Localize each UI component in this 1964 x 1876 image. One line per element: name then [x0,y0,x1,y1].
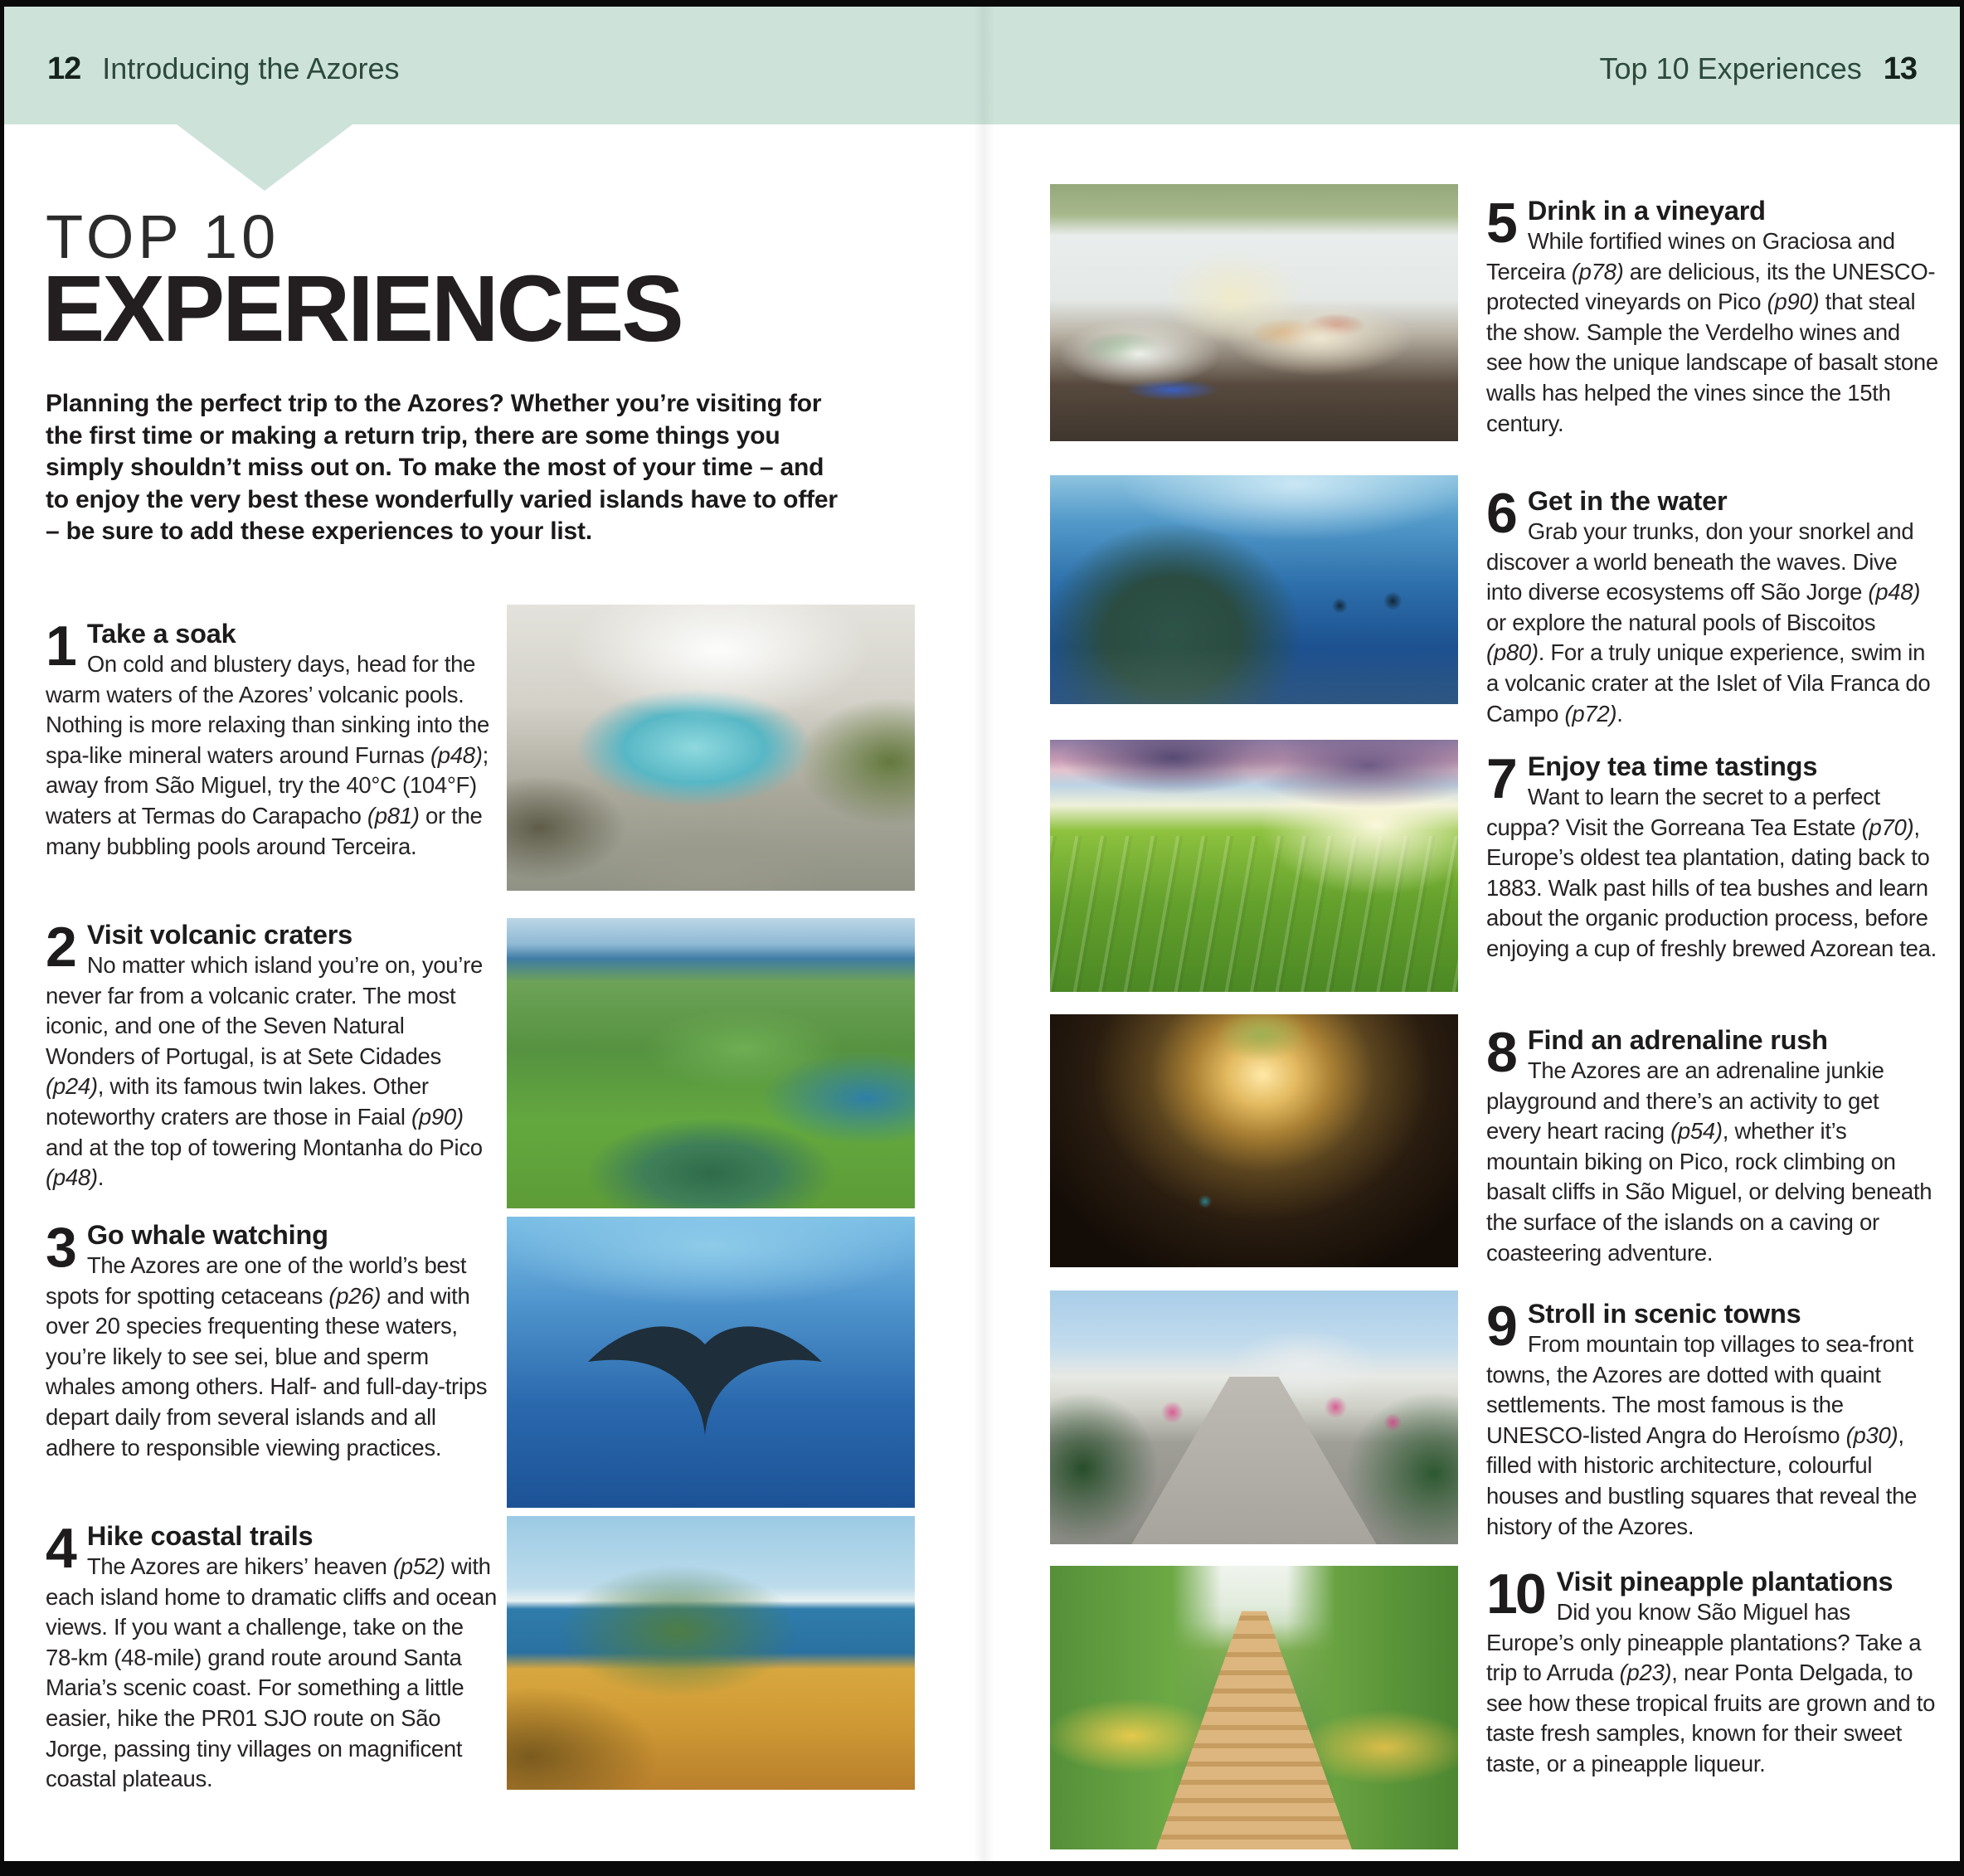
item-title: Go whale watching [86,1220,328,1250]
section-title-left: Introducing the Azores [102,51,400,85]
photo-sete-cidades-craters [507,918,915,1208]
item-title: Visit pineapple plantations [1556,1567,1894,1597]
item-body: Want to learn the secret to a perfect cuppa? Visit the Gorreana Tea Estate (p70), Europe’s oldest tea plantation, dating back to 1883. Walk past hills of tea bushes and learn about the organic production process, before enjoying a cup of freshly brewed Azorean tea. [1486,784,1937,961]
item-title: Get in the water [1527,486,1728,516]
item-body: Grab your trunks, don your snorkel and discover a world beneath the waves. Dive into diverse ecosystems off São Jorge (p48) or explore the natural pools of Biscoitos (p80). For a truly unique experience, swim in a volcanic crater at the Islet of Vila Franca do Campo (p72). [1486,518,1931,727]
item-number: 6 [1486,482,1515,545]
item-title: Find an adrenaline rush [1527,1025,1828,1055]
item-number: 10 [1486,1563,1544,1626]
photo-whale-tail [507,1217,915,1508]
item-title: Take a soak [86,619,236,649]
experience-item-9 [1486,1295,1938,1542]
folio-right [1600,51,1917,86]
experience-item-6 [1486,482,1938,729]
item-number: 4 [46,1517,75,1580]
photo-scenic-town-street [1050,1290,1458,1544]
item-number: 1 [46,615,75,678]
photo-hot-spring-pool [507,605,915,891]
item-body: While fortified wines on Graciosa and Terceira (p78) are delicious, its the UNESCO-protected vineyards on Pico (p90) that steal the show. Sample the Verdelho wines and see how the unique landscape of basalt stone walls has helped the vines since the 15th century. [1486,228,1938,436]
photo-vineyard-meal [1050,184,1458,441]
folio-left [47,51,400,86]
item-number: 8 [1486,1021,1515,1084]
item-number: 7 [1486,747,1515,810]
photo-coastal-trail [507,1516,915,1790]
whale-fluke-shape [581,1292,829,1441]
item-title: Drink in a vineyard [1527,196,1766,226]
experience-item-3 [46,1216,498,1463]
item-number: 5 [1486,192,1515,255]
photo-tea-plantation [1050,740,1458,992]
photo-pineapple-greenhouse [1050,1566,1458,1849]
item-number: 9 [1486,1295,1515,1358]
item-title: Enjoy tea time tastings [1527,751,1818,781]
experience-item-5 [1486,192,1938,439]
page-spread [4,7,1960,1861]
experience-item-7 [1486,747,1938,965]
item-body: No matter which island you’re on, you’re never far from a volcanic crater. The most iconic, and one of the Seven Natural Wonders of Portugal, is at Sete Cidades (p24), with its famous twin lakes. Other noteworthy craters are those in Faial (p90) and at the top of towering Montanha do Pico (p48). [46,952,483,1191]
item-number: 2 [46,916,75,979]
item-body: The Azores are an adrenaline junkie playground and there’s an activity to get every heart racing (p54), whether it’s mountain biking on Pico, rock climbing on basalt cliffs in São Miguel, or delving beneath the surface of the islands on a caving or coasteering adventure. [1486,1057,1932,1266]
intro-paragraph: Planning the perfect trip to the Azores? Whether you’re visiting for the first time or making a return trip, there are some things you simply shouldn’t miss out on. To make the most of your time – and to enjoy the very best these wonderfully varied islands have to offer – be sure to add these experiences to your list. [46,390,838,546]
photo-cave-adventure [1050,1014,1458,1267]
item-title: Hike coastal trails [86,1521,314,1551]
page-number-right: 13 [1883,51,1917,86]
item-body: On cold and blustery days, head for the warm waters of the Azores’ volcanic pools. Nothing is more relaxing than sinking into the spa-like mineral waters around Furnas (p48); away from São Miguel, try the 40°C (104°F) waters at Termas do Carapacho (p81) or the many bubbling pools around Terceira. [46,651,489,859]
experience-item-8 [1486,1021,1938,1268]
page-number-left: 12 [47,51,81,86]
item-body: From mountain top villages to sea-front towns, the Azores are dotted with quaint settlements. The most famous is the UNESCO-listed Angra do Heroísmo (p30), filled with historic architecture, colourful houses and bustling squares that reveal the history of the Azores. [1486,1331,1918,1539]
page-fold-shadow [973,7,994,1861]
header-band-notch [177,124,352,191]
page-title: EXPERIENCES [42,256,682,361]
item-body: The Azores are hikers’ heaven (p52) with each island home to dramatic cliffs and ocean views. If you want a challenge, take on the 78-km (48-mile) grand route around Santa Maria’s scenic coast. For something a little easier, hike the PR01 SJO route on São Jorge, passing tiny villages on magnificent coastal plateaus. [46,1553,497,1792]
section-title-right: Top 10 Experiences [1599,51,1862,85]
item-title: Stroll in scenic towns [1527,1299,1801,1329]
item-body: The Azores are one of the world’s best spots for spotting cetaceans (p26) and with over 20 species frequenting these waters, you’re likely to see sei, blue and sperm whales among others. Half- and full-day-trips depart daily from several islands and all adhere to responsible viewing practices. [46,1252,488,1460]
photo-divers-underwater [1050,475,1458,704]
item-title: Visit volcanic craters [86,920,353,950]
experience-item-1 [46,615,498,862]
experience-item-10 [1486,1563,1938,1780]
item-body: Did you know São Miguel has Europe’s only pineapple plantations? Take a trip to Arruda (p23), near Ponta Delgada, to see how these tropical fruits are grown and to taste fresh samples, known for their sweet taste, or a pineapple liqueur. [1486,1599,1936,1776]
item-number: 3 [46,1216,75,1279]
experience-item-2 [46,916,498,1193]
experience-item-4 [46,1517,498,1795]
title-kicker: TOP 10 [46,202,280,271]
